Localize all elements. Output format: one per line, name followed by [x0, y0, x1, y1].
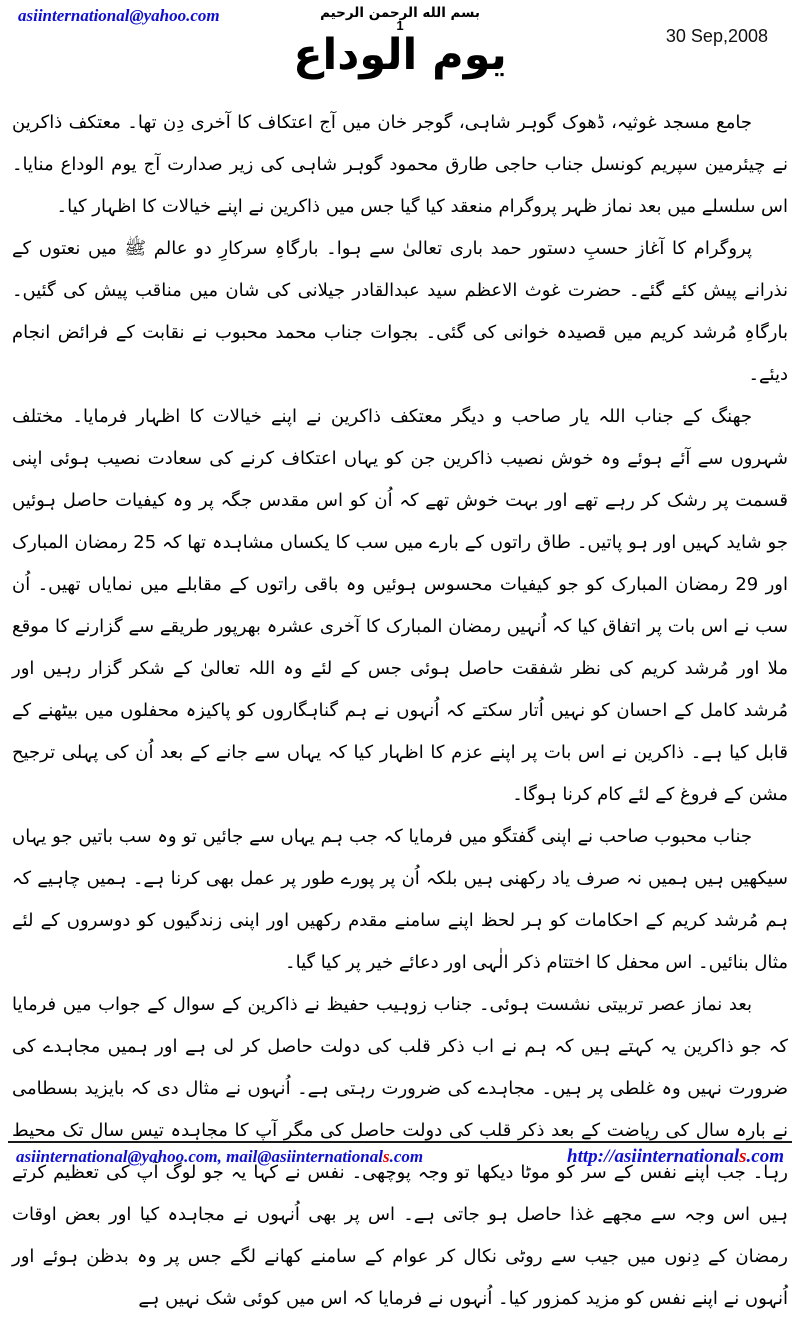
paragraph-4: جناب محبوب صاحب نے اپنی گفتگو میں فرمایا کہ جب ہم یہاں سے جائیں تو وہ سب باتیں جو یہاں سیکھیں ہیں ہمیں نہ صرف یاد رکھنی ہیں بلکہ اُن پر پورے طور پر عمل بھی کرنا ہے۔ ہمیں چاہیے کہ ہم مُرشد کریم کے احکامات کو ہر لحظ اپنے سامنے مقدم رکھیں اور اپنی زندگیوں کو دوسروں کے لئے مثال بنائیں۔ اس محفل کا اختتام ذکر الٰہی اور دعائے خیر پر کیا گیا۔	[12, 826, 788, 973]
footer-url-red-letter[interactable]: s	[739, 1146, 747, 1167]
footer-email-primary[interactable]: asiinternational@yahoo.com	[16, 1147, 218, 1166]
footer-url-prefix[interactable]: http://asiinternational	[567, 1146, 740, 1167]
footer-email-red-letter[interactable]: s	[382, 1147, 390, 1166]
header-email-link[interactable]: asiinternational@yahoo.com	[18, 6, 220, 25]
article-body	[12, 102, 788, 1320]
page-title: يوم الوداع	[293, 30, 507, 80]
paragraph-5: بعد نماز عصر تربیتی نشست ہوئی۔ جناب زوہیب حفیظ نے ذاکرین کے سوال کے جواب میں فرمایا کہ جو ذاکرین یہ کہتے ہیں کہ ہم نے اب ذکر قلب کی دولت حاصل کر لی ہے اور ہمیں مجاہدے کی ضرورت نہیں وہ غلطی پر ہیں۔ مجاہدے کی ضرورت رہتی ہے۔ اُنہوں نے مثال دی کہ بایزید بسطامی نے بارہ سال کی ریاضت کے بعد ذکر قلب کی دولت حاصل کی مگر آپ کا مجاہدہ تیس سال تک محیط رہا۔ جب اپنے نفس کے سر کو موٹا دیکھا تو وجہ پوچھی۔ نفس نے کہا یہ جو لوگ آپ کی تعظیم کرتے ہیں اس وجہ سے مجھے غذا حاصل ہو جاتی ہے۔ اس پر بھی اُنہوں نے مجاہدہ کیا اور بعض اوقات رمضان کے دِنوں میں جیب سے روٹی نکال کر عوام کے سامنے کھانے لگے جس پر وہ بدظن ہوئے اور اُنہوں نے اپنے نفس کو مزید کمزور کیا۔ اُنہوں نے فرمایا کہ اس میں کوئی شک نہیں ہے	[12, 994, 788, 1309]
paragraph-1: جامع مسجد غوثیہ، ڈھوک گوہر شاہی، گوجر خان میں آج اعتکاف کا آخری دِن تھا۔ معتکف ذاکرین نے چیئرمین سپریم کونسل جناب حاجی طارق محمود گوہر شاہی کی زیر صدارت آج یوم الوداع منایا۔ اس سلسلے میں بعد نماز ظہر پروگرام منعقد کیا گیا جس میں ذاکرین نے اپنے خیالات کا اظہار کیا۔	[12, 112, 788, 217]
footer	[0, 1141, 800, 1168]
footer-email-links[interactable]	[16, 1147, 423, 1167]
footer-email-domain-suffix[interactable]: .com	[389, 1147, 424, 1166]
footer-email-separator: ,	[217, 1147, 227, 1166]
paragraph-3: جھنگ کے جناب اللہ یار صاحب و دیگر معتکف ذاکرین نے اپنے خیالات کا اظہار فرمایا۔ مختلف شہروں سے آئے ہوئے وہ خوش نصیب ذاکرین جن کو یہاں اعتکاف کرنے کی سعادت نصیب ہوئی اپنی قسمت پر رشک کر رہے تھے اور بہت خوش تھے کہ اُن کو اس مقدس جگہ پر وہ کیفیات حاصل ہوئیں جو شاید کہیں اور ہو پاتیں۔ طاق راتوں کے بارے میں سب کا یکساں مشاہدہ تھا کہ 25 رمضان المبارک اور 29 رمضان المبارک کو جو کیفیات محسوس ہوئیں وہ باقی راتوں کے مقابلے میں نمایاں تھیں۔ اُن سب نے اس بات پر اتفاق کیا کہ اُنہیں رمضان المبارک کا آخری عشرہ بھرپور طریقے سے گزارنے کا موقع ملا اور مُرشد کریم کی نظر شفقت حاصل ہوئی جس کے لئے وہ اللہ تعالیٰ کے شکر گزار رہیں اور مُرشد کامل کے احسان کو نہیں اُتار سکتے کہ اُنہوں نے ہم گناہگاروں کو پاکیزہ محفلوں میں بیٹھنے کے قابل کیا ہے۔ ذاکرین نے اس بات پر اپنے عزم کا اظہار کیا کہ یہاں سے جانے کے بعد اُن کی پہلی ترجیح مشن کے فروغ کے لئے کام کرنا ہوگا۔	[12, 406, 788, 805]
footer-website-link[interactable]	[567, 1146, 784, 1168]
footer-email-secondary-prefix[interactable]: mail@asiinternational	[226, 1147, 383, 1166]
page-number: 1	[396, 18, 404, 33]
paragraph-2: پروگرام کا آغاز حسبِ دستور حمد باری تعالیٰ سے ہوا۔ بارگاہِ سرکارِ دو عالم ﷺ میں نعتوں کے نذرانے پیش کئے گئے۔ حضرت غوث الاعظم سید عبدالقادر جیلانی کی شان میں مناقب پیش کی گئیں۔ بارگاہِ مُرشد کریم میں قصیدہ خوانی کی گئی۔ بجوات جناب محمد محبوب نے نقابت کے فرائض انجام دیئے۔	[12, 238, 788, 385]
footer-url-domain-suffix[interactable]: .com	[746, 1146, 784, 1167]
date-text: 30 Sep,2008	[665, 26, 768, 46]
bismillah-text: بسم الله الرحمن الرحيم	[320, 5, 480, 21]
